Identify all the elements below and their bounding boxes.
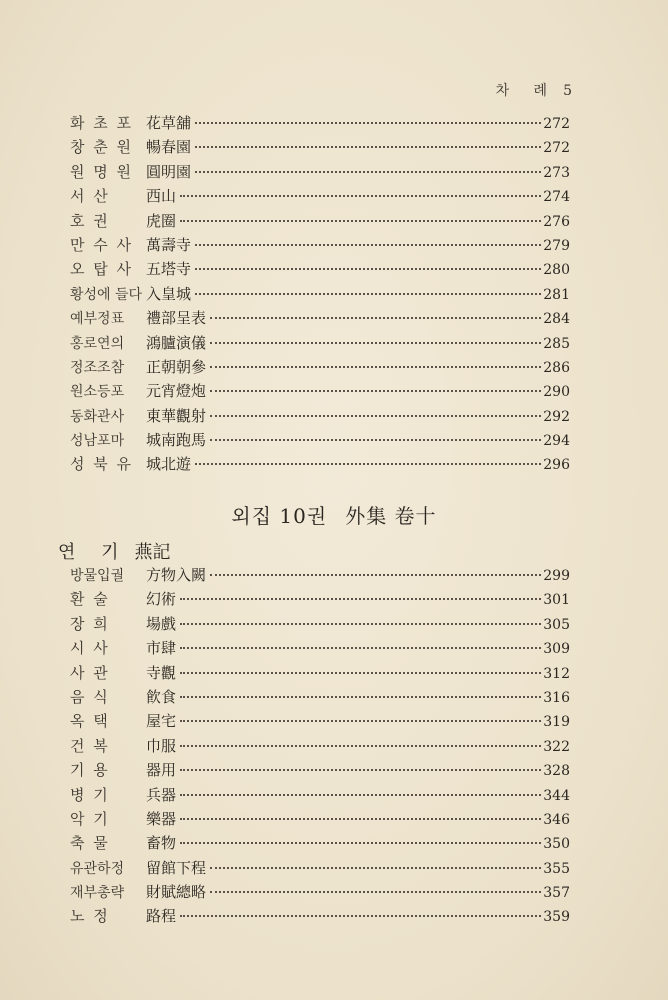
dot-leader <box>180 195 541 197</box>
toc-entry-page: 316 <box>543 689 570 706</box>
subsection-heading <box>58 538 171 564</box>
toc-entry-korean: 재부총략 <box>70 885 125 902</box>
toc-entry-page: 290 <box>543 384 570 401</box>
toc-entry-hanja: 西山 <box>146 187 177 206</box>
dot-leader <box>180 745 541 747</box>
toc-entry-korean: 동화관사 <box>70 408 125 425</box>
toc-entry-korean: 원 명 원 <box>70 162 134 181</box>
dot-leader <box>210 415 541 417</box>
dot-leader <box>180 220 541 222</box>
dot-leader <box>195 463 541 465</box>
toc-entry-hanja: 留館下程 <box>146 858 207 877</box>
toc-entry-page: 279 <box>543 237 570 254</box>
toc-entry-hanja: 飮食 <box>146 687 177 706</box>
toc-entry-hanja: 樂器 <box>146 809 177 828</box>
toc-entry-korean: 서 산 <box>70 187 110 206</box>
dot-leader <box>180 647 541 649</box>
toc-entry-page: 280 <box>543 262 570 279</box>
toc-entry-page: 312 <box>543 665 570 682</box>
toc-entry-page: 357 <box>543 885 570 902</box>
toc-entry-page: 294 <box>543 433 570 450</box>
toc-entry-hanja: 五塔寺 <box>146 260 192 279</box>
dot-leader <box>180 842 541 844</box>
toc-entry-page: 281 <box>543 286 570 303</box>
toc-entry-korean: 호 권 <box>70 211 110 230</box>
dot-leader <box>210 317 541 319</box>
dot-leader <box>210 366 541 368</box>
toc-entry <box>70 332 570 356</box>
toc-entry-korean: 오 탑 사 <box>70 260 134 279</box>
toc-entry <box>70 380 570 404</box>
toc-entry <box>70 453 570 477</box>
dot-leader <box>180 915 541 917</box>
toc-entry-hanja: 虎圈 <box>146 211 177 230</box>
subsection-heading-hanja: 燕記 <box>134 542 171 563</box>
dot-leader <box>210 574 541 576</box>
toc-entry-hanja: 場戲 <box>146 614 177 633</box>
toc-entry-page: 322 <box>543 738 570 755</box>
toc-entry-korean: 장 희 <box>70 614 110 633</box>
toc-entry-hanja: 市肆 <box>146 639 177 658</box>
dot-leader <box>180 818 541 820</box>
toc-entry-page: 285 <box>543 335 570 352</box>
toc-entry-page: 309 <box>543 641 570 658</box>
toc-entry-page: 284 <box>543 311 570 328</box>
toc-entry <box>70 234 570 258</box>
toc-entry-page: 272 <box>543 116 570 132</box>
toc-entry <box>70 759 570 783</box>
toc-entry-korean: 황성에 들다 <box>70 286 143 303</box>
toc-entry-korean: 성남포마 <box>70 433 125 450</box>
toc-entry-hanja: 萬壽寺 <box>146 235 192 254</box>
toc-entry-korean: 시 사 <box>70 639 110 658</box>
section-heading <box>0 500 668 529</box>
toc-entry-hanja: 財賦總略 <box>146 883 207 902</box>
toc-entry-hanja: 兵器 <box>146 785 177 804</box>
dot-leader <box>195 122 541 124</box>
toc-entry <box>70 637 570 661</box>
section-heading-hanja: 外集 卷十 <box>345 504 437 528</box>
dot-leader <box>180 598 541 600</box>
dot-leader <box>180 696 541 698</box>
toc-entry-hanja: 入皇城 <box>146 284 192 303</box>
toc-entry <box>70 307 570 331</box>
toc-entry-page: 292 <box>543 408 570 425</box>
toc-entry-korean: 유관하정 <box>70 860 125 877</box>
toc-entry <box>70 429 570 453</box>
toc-entry-page: 305 <box>543 616 570 633</box>
toc-entry-korean: 옥 택 <box>70 712 110 731</box>
toc-entry <box>70 564 570 588</box>
toc-entry <box>70 808 570 832</box>
toc-entry <box>70 832 570 856</box>
toc-entry-page: 355 <box>543 860 570 877</box>
toc-entry-hanja: 城南跑馬 <box>146 431 207 450</box>
toc-entry-korean: 건 복 <box>70 736 110 755</box>
toc-list-one <box>70 112 570 478</box>
toc-entry <box>70 283 570 307</box>
toc-entry-page: 299 <box>543 568 570 584</box>
dot-leader <box>210 891 541 893</box>
toc-entry-page: 359 <box>543 909 570 926</box>
toc-entry-korean: 창 춘 원 <box>70 138 134 157</box>
toc-entry <box>70 185 570 209</box>
toc-entry-korean: 노 정 <box>70 907 110 926</box>
toc-entry-hanja: 城北遊 <box>146 455 192 474</box>
toc-entry-page: 301 <box>543 592 570 609</box>
running-head <box>496 80 572 100</box>
running-head-title: 차 례 <box>495 83 558 99</box>
toc-entry-page: 296 <box>543 457 570 474</box>
toc-entry-hanja: 畜物 <box>146 834 177 853</box>
dot-leader <box>180 794 541 796</box>
toc-entry <box>70 136 570 160</box>
toc-entry <box>70 710 570 734</box>
toc-entry-korean: 사 관 <box>70 663 110 682</box>
dot-leader <box>210 439 541 441</box>
dot-leader <box>210 390 541 392</box>
dot-leader <box>195 146 541 148</box>
toc-entry-page: 319 <box>543 714 570 731</box>
dot-leader <box>210 342 541 344</box>
toc-entry-korean: 화 초 포 <box>70 114 134 132</box>
toc-entry-korean: 병 기 <box>70 785 110 804</box>
toc-entry-hanja: 圓明園 <box>146 162 192 181</box>
toc-entry <box>70 662 570 686</box>
toc-entry-hanja: 東華觀射 <box>146 406 207 425</box>
toc-entry-korean: 기 용 <box>70 761 110 780</box>
toc-entry <box>70 613 570 637</box>
toc-entry-hanja: 元宵燈炮 <box>146 382 207 401</box>
toc-entry-page: 344 <box>543 787 570 804</box>
toc-entry-korean: 정조조참 <box>70 359 125 376</box>
toc-entry-korean: 축 물 <box>70 834 110 853</box>
toc-entry-hanja: 屋宅 <box>146 712 177 731</box>
toc-entry <box>70 784 570 808</box>
toc-entry-korean: 성 북 유 <box>70 455 134 474</box>
dot-leader <box>180 672 541 674</box>
toc-entry-hanja: 幻術 <box>146 590 177 609</box>
dot-leader <box>180 769 541 771</box>
toc-entry-hanja: 方物入闕 <box>146 566 207 584</box>
toc-entry-hanja: 正朝朝參 <box>146 357 207 376</box>
section-heading-korean: 외집 10권 <box>231 504 328 528</box>
toc-entry-korean: 음 식 <box>70 687 110 706</box>
toc-entry <box>70 905 570 929</box>
toc-list-two <box>70 564 570 930</box>
subsection-heading-korean: 연 기 <box>58 542 129 563</box>
toc-entry <box>70 258 570 282</box>
toc-entry <box>70 588 570 612</box>
toc-entry-page: 272 <box>543 140 570 157</box>
toc-entry-korean: 방물입궐 <box>70 568 125 584</box>
dot-leader <box>180 623 541 625</box>
dot-leader <box>195 268 541 270</box>
toc-entry <box>70 686 570 710</box>
toc-entry-korean: 환 술 <box>70 590 110 609</box>
toc-entry-hanja: 花草舖 <box>146 114 192 132</box>
toc-entry-korean: 홍로연의 <box>70 335 125 352</box>
toc-entry-hanja: 暢春園 <box>146 138 192 157</box>
toc-entry <box>70 881 570 905</box>
toc-entry-hanja: 巾服 <box>146 736 177 755</box>
dot-leader <box>195 171 541 173</box>
toc-entry-page: 274 <box>543 189 570 206</box>
toc-entry <box>70 857 570 881</box>
page-number: 5 <box>563 83 572 99</box>
toc-entry-hanja: 鴻臚演儀 <box>146 333 207 352</box>
dot-leader <box>180 720 541 722</box>
toc-entry-korean: 만 수 사 <box>70 235 134 254</box>
toc-entry-hanja: 寺觀 <box>146 663 177 682</box>
toc-entry <box>70 112 570 136</box>
toc-entry-page: 276 <box>543 213 570 230</box>
toc-entry <box>70 405 570 429</box>
toc-entry-page: 286 <box>543 359 570 376</box>
toc-entry-korean: 예부정표 <box>70 311 125 328</box>
toc-entry-hanja: 路程 <box>146 907 177 926</box>
toc-entry-page: 346 <box>543 811 570 828</box>
toc-entry <box>70 161 570 185</box>
dot-leader <box>195 293 541 295</box>
toc-entry-korean: 악 기 <box>70 809 110 828</box>
toc-entry-hanja: 器用 <box>146 761 177 780</box>
toc-entry-page: 350 <box>543 836 570 853</box>
toc-entry-korean: 원소등포 <box>70 384 125 401</box>
dot-leader <box>210 867 541 869</box>
toc-entry-page: 273 <box>543 164 570 181</box>
dot-leader <box>195 244 541 246</box>
toc-entry <box>70 735 570 759</box>
toc-entry <box>70 210 570 234</box>
toc-entry-page: 328 <box>543 763 570 780</box>
toc-entry <box>70 356 570 380</box>
toc-entry-hanja: 禮部呈表 <box>146 309 207 328</box>
